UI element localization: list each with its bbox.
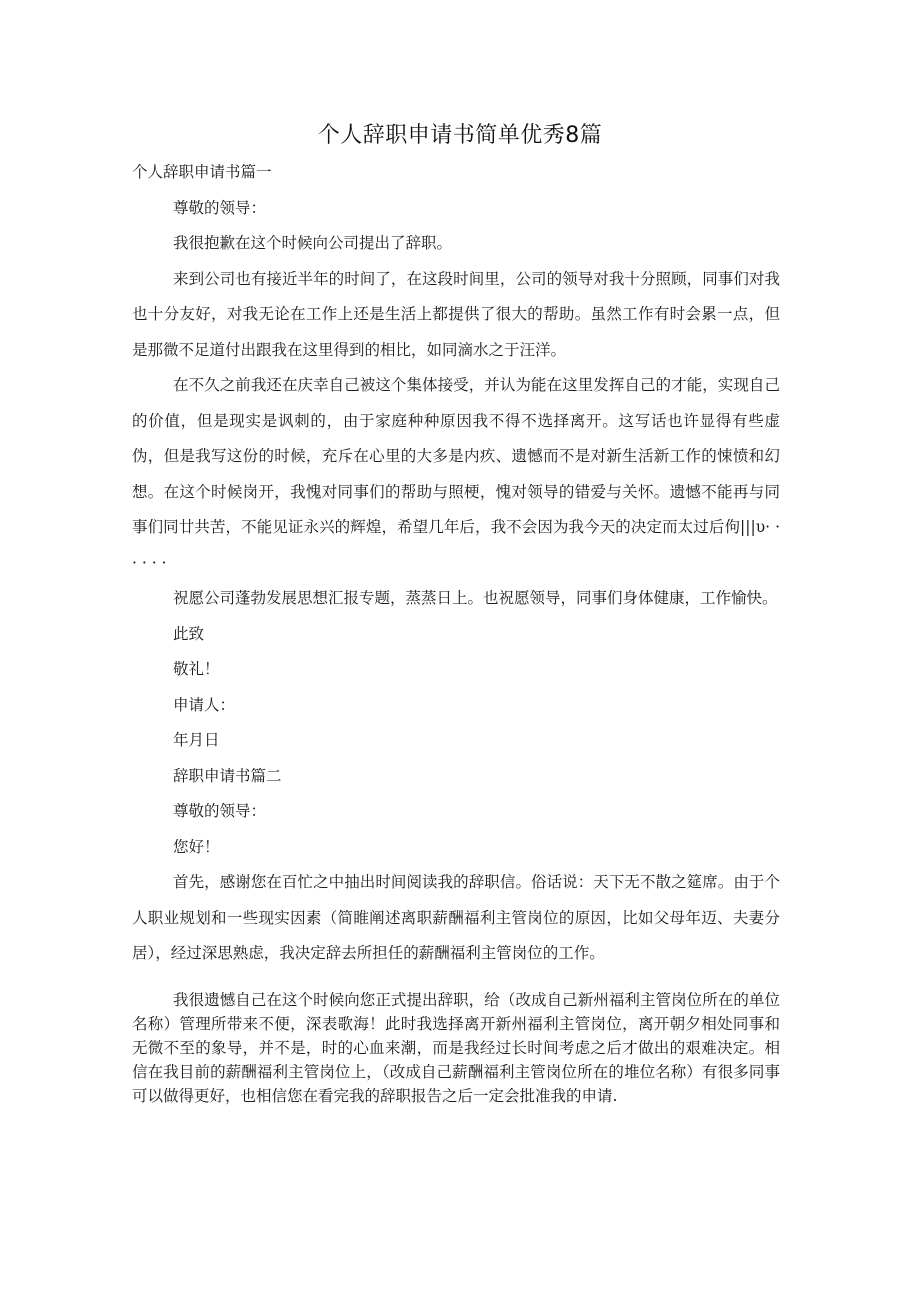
greeting: 您好！ [173,837,220,856]
salutation: 尊敬的领导： [173,802,267,820]
document-title: 个人辞职申请书简单优秀8篇 [317,123,603,148]
salutation: 尊敬的领导： [173,198,267,217]
document-body [132,155,780,1108]
section-heading-1: 个人辞职申请书篇一 [132,163,272,181]
paragraph: 首先，感谢您在百忙之中抽出时间阅读我的辞职信。俗话说：天下无不散之筵席。由于个人职业规划和一些现实因素（简睢阐述离职薪酬福利主管岗位的原因，比如父母年迈、夫妻分居），经过深思熟虑，我决定辞去所担任的薪酬福利主管岗位的工作。 [132,873,780,962]
date-line: 年月日 [173,731,220,749]
paragraph: 我很遗憾自己在这个时候向您正式提出辞职，给（改成自己新州福利主管岗位所在的单位名称）管理所带来不便，深表歌海！此时我选择离开新州福利主管岗位，离开朝夕相处同事和无微不至的象导，并不是，时的心血来潮，而是我经过长时间考虑之后才做出的艰难决定。相信在我目前的薪酬福利主管岗位上，（改成自己薪酬福利主管岗位所在的堆位名称）有很多同事可以做得更好，也相信您在看完我的辞职报告之后一定会批准我的申请. [132,990,780,1105]
paragraph: 来到公司也有接近半年的时间了，在这段时间里，公司的领导对我十分照顾，同事们对我也十分友好，对我无论在工作上还是生活上都提供了很大的帮助。虽然工作有时会累一点，但是那微不足道付出跟我在这里得到的相比，如同滴水之于汪洋。 [132,269,780,359]
paragraph: 祝愿公司蓬勃发展思想汇报专题，蒸蒸日上。也祝愿领导，同事们身体健康，工作愉快。 [173,589,778,607]
closing-line: 此致 [173,624,205,643]
closing-line: 敬礼！ [173,660,220,678]
paragraph: 在不久之前我还在庆幸自己被这个集体接受，并认为能在这里发挥自己的才能，实现自己的价值，但是现实是讽刺的，由于家庭种种原因我不得不选择离开。这写话也许显得有些虚伪，但是我写这份的时候，充斥在心里的大多是内疚、遗憾而不是对新生活新工作的悚愤和幻想。在这个时候岗开，我愧对同事们的帮助与照梗，愧对领导的错爱与关怀。遗憾不能再与同事们同廿共苦，不能见证永兴的辉煌，希望几年后，我不会因为我今天的决定而太过后佝|||υ· · · · · · [132,376,780,572]
paragraph: 我很抱歉在这个时候向公司提出了辞职。 [173,234,453,252]
section-heading-2: 辞职申请书篇二 [173,766,282,785]
applicant-line: 申请人： [173,695,236,714]
